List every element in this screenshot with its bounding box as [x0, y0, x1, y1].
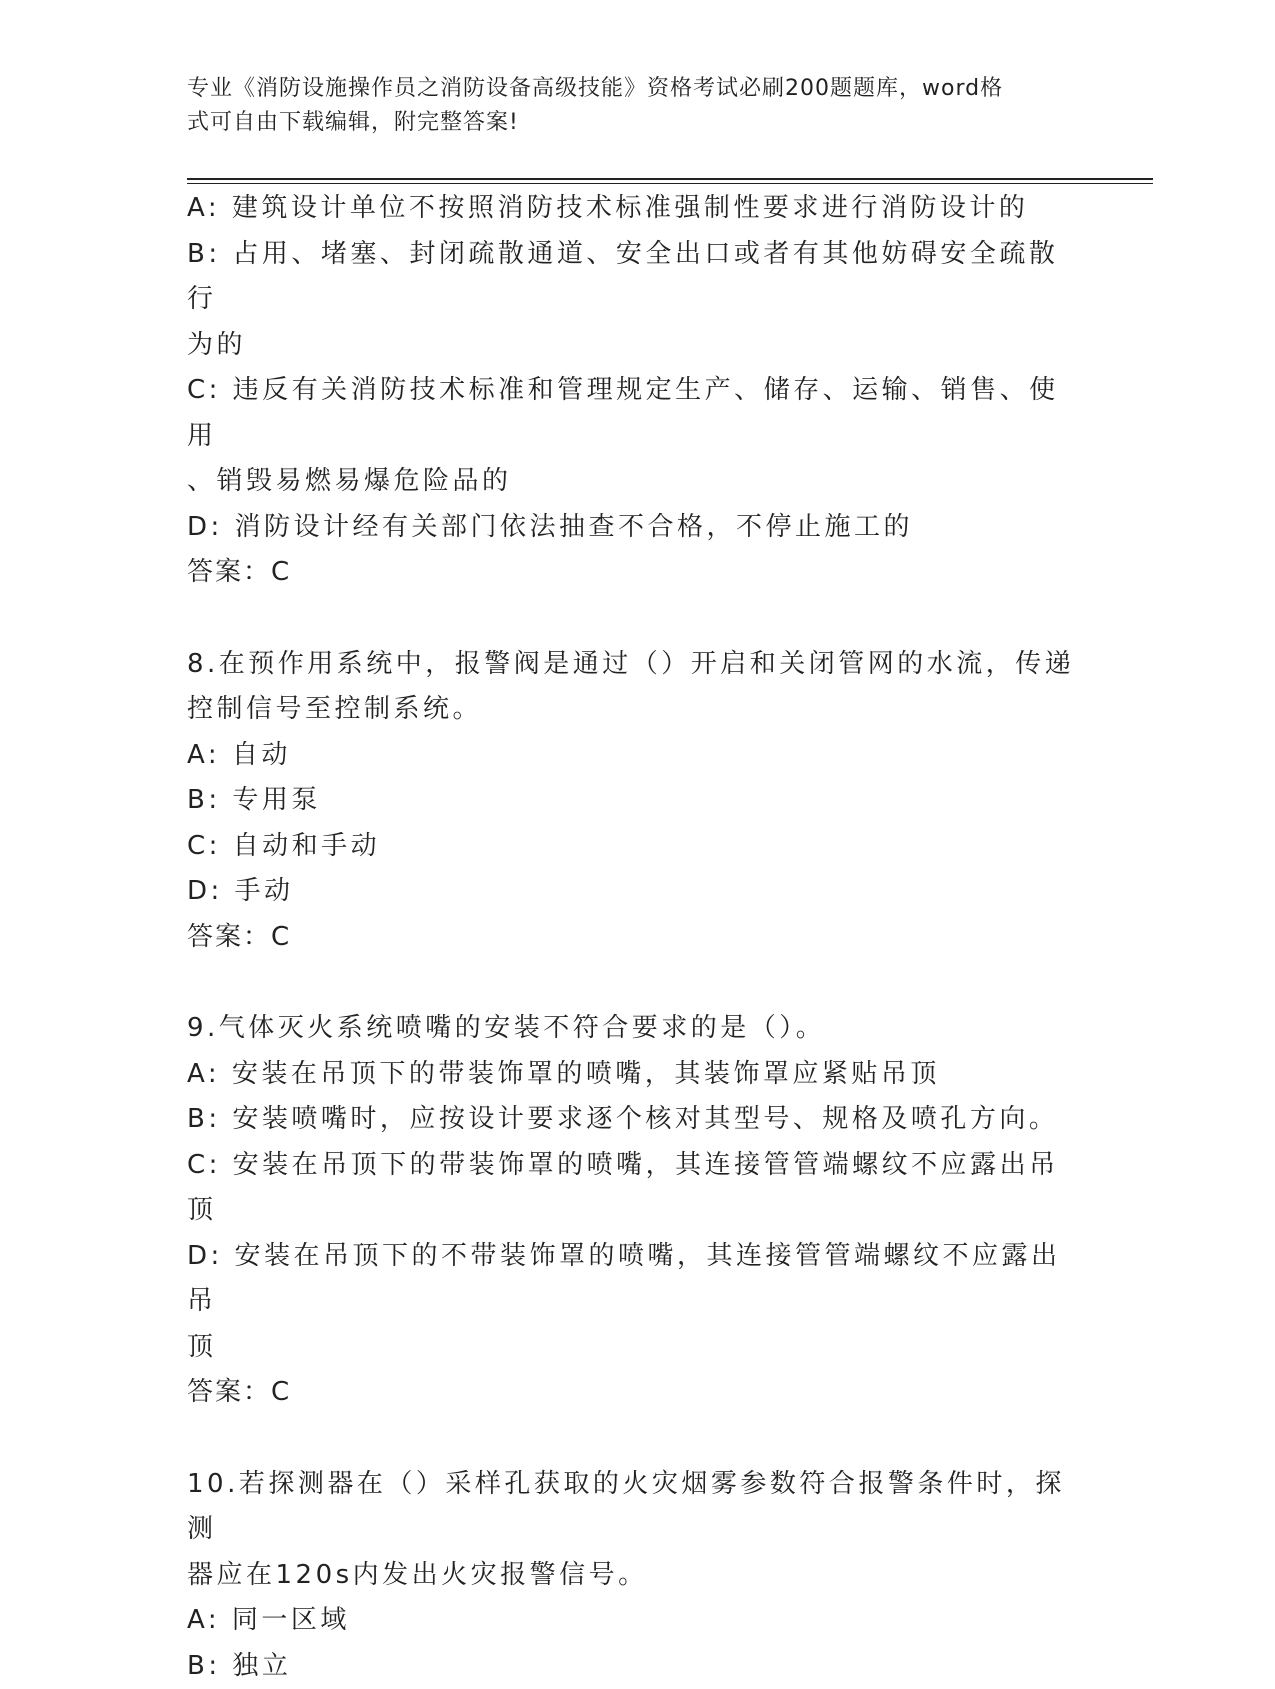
- q8-stem-line-1: 8.在预作用系统中，报警阀是通过（）开启和关闭管网的水流，传递: [187, 642, 1087, 688]
- q8-option-a: A: 自动: [187, 733, 1087, 779]
- header-divider-thin: [187, 183, 1153, 184]
- header-divider-thick: [187, 178, 1153, 180]
- q7-option-b-cont: 为的: [187, 323, 1087, 369]
- q10-option-a: A: 同一区域: [187, 1598, 1087, 1644]
- q7-option-a: A: 建筑设计单位不按照消防技术标准强制性要求进行消防设计的: [187, 186, 1087, 232]
- q7-answer: 答案：C: [187, 550, 1087, 596]
- q8-option-c: C: 自动和手动: [187, 824, 1087, 870]
- q10-stem-line-2: 器应在120s内发出火灾报警信号。: [187, 1553, 1087, 1599]
- q9-stem-line-1: 9.气体灭火系统喷嘴的安装不符合要求的是（）。: [187, 1006, 1087, 1052]
- question-content: [187, 186, 1087, 1689]
- q9-option-d-cont: 顶: [187, 1325, 1087, 1371]
- q9-option-b: B: 安装喷嘴时，应按设计要求逐个核对其型号、规格及喷孔方向。: [187, 1097, 1087, 1143]
- q10-option-b: B: 独立: [187, 1644, 1087, 1689]
- question-8-block: [187, 642, 1087, 961]
- q7-option-c: C: 违反有关消防技术标准和管理规定生产、储存、运输、销售、使用: [187, 368, 1087, 459]
- q8-option-d: D: 手动: [187, 869, 1087, 915]
- question-7-block: [187, 186, 1087, 596]
- q10-stem-line-1: 10.若探测器在（）采样孔获取的火灾烟雾参数符合报警条件时，探测: [187, 1462, 1087, 1553]
- header-title-line-1: 专业《消防设施操作员之消防设备高级技能》资格考试必刷200题题库，word格: [187, 72, 1067, 106]
- q8-stem-line-2: 控制信号至控制系统。: [187, 687, 1087, 733]
- q7-option-b: B: 占用、堵塞、封闭疏散通道、安全出口或者有其他妨碍安全疏散行: [187, 232, 1087, 323]
- q9-option-d: D: 安装在吊顶下的不带装饰罩的喷嘴，其连接管管端螺纹不应露出吊: [187, 1234, 1087, 1325]
- question-9-block: [187, 1006, 1087, 1416]
- q7-option-d: D: 消防设计经有关部门依法抽查不合格，不停止施工的: [187, 505, 1087, 551]
- q8-option-b: B: 专用泵: [187, 778, 1087, 824]
- header-title-line-2: 式可自由下载编辑，附完整答案!: [187, 106, 1067, 140]
- q7-option-c-cont: 、销毁易燃易爆危险品的: [187, 459, 1087, 505]
- document-header: [187, 72, 1067, 140]
- q9-option-a: A: 安装在吊顶下的带装饰罩的喷嘴，其装饰罩应紧贴吊顶: [187, 1052, 1087, 1098]
- q9-answer: 答案：C: [187, 1370, 1087, 1416]
- question-10-block: [187, 1462, 1087, 1689]
- q8-answer: 答案：C: [187, 915, 1087, 961]
- q9-option-c: C: 安装在吊顶下的带装饰罩的喷嘴，其连接管管端螺纹不应露出吊顶: [187, 1143, 1087, 1234]
